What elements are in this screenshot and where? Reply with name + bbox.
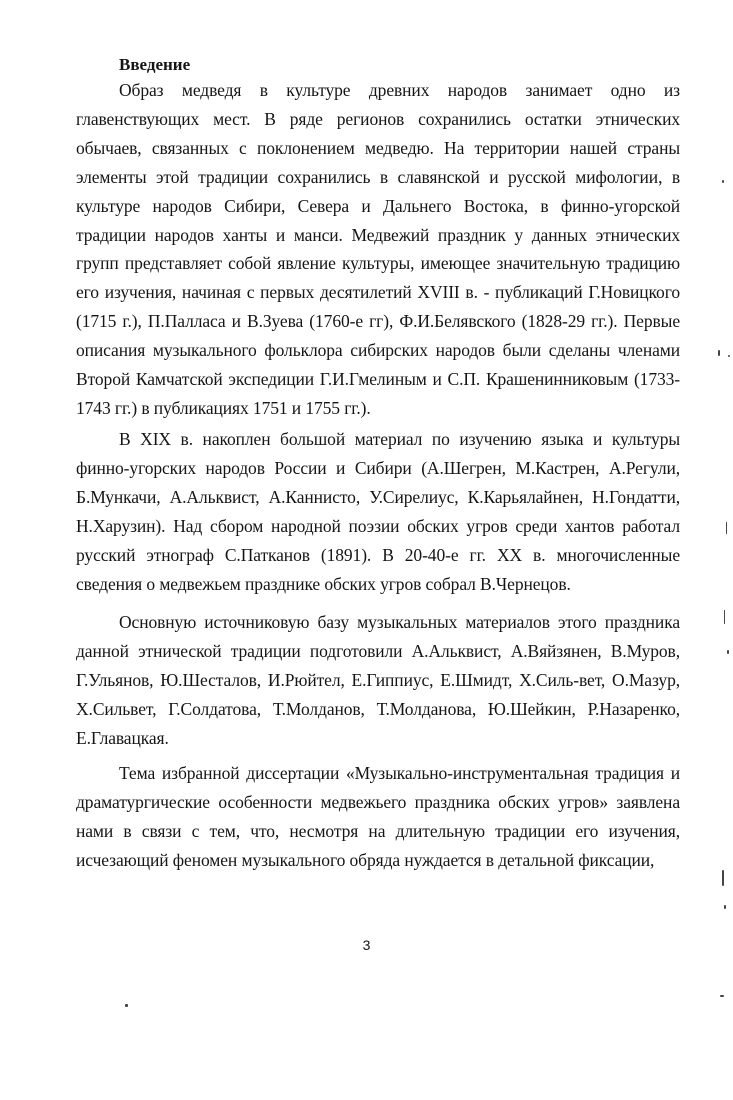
scan-speck: [722, 180, 724, 183]
paragraph-sources: Основную источниковую базу музыкальных материалов этого праздника данной этнической традиции подготовили А.Альквист, А.Вяйзянен, В.Муров, Г.Ульянов, Ю.Шесталов, И.Рюйтел, Е.Гиппиус, Е.Шмидт, Х.Силь-вет, О.Мазур, Х.Сильвет, Г.Солдатова, Т.Молданов, Т.Молданова, Ю.Шейкин, Р.Назаренко, Е.Главацкая.: [76, 612, 680, 748]
scan-speck: [724, 610, 725, 624]
scan-speck: [727, 650, 729, 654]
paragraph-topic: Тема избранной диссертации «Музыкально-инструментальная традиция и драматургические особенности медвежьего праздника обских угров» заявлена нами в связи с тем, что, несмотря на длительную традиции его изучения, исчезающий феномен музыкального обряда нуждается в детальной фиксации,: [76, 763, 680, 870]
scan-speck: [720, 995, 724, 997]
scan-speck: [726, 522, 727, 534]
scan-speck: [728, 355, 730, 357]
page-number: 3: [362, 937, 371, 953]
scan-speck: [722, 870, 724, 886]
scan-speck: [718, 350, 720, 356]
paragraph-19th-century: В XIX в. накоплен большой материал по изучению языка и культуры финно-угорских народов России и Сибири (А.Шегрен, М.Кастрен, А.Регули, Б.Мункачи, А.Альквист, А.Каннисто, У.Сирелиус, К.Карьялайнен, Н.Гондатти, Н.Харузин). Над сбором народной поэзии обских угров среди хантов работал русский этнограф С.Патканов (1891). В 20-40-е гг. XX в. многочисленные сведения о медвежьем празднике обских угров собрал В.Чернецов.: [76, 429, 680, 594]
section-heading: Введение: [119, 55, 191, 74]
scan-speck: [125, 1004, 128, 1007]
paragraph-intro: Образ медведя в культуре древних народов занимает одно из главенствующих мест. В ряде регионов сохранились остатки этнических обычаев, связанных с поклонением медведю. На территории нашей страны элементы этой традиции сохранились в славянской и русской мифологии, в культуре народов Сибири, Севера и Дальнего Востока, в финно-угорской традиции народов ханты и манси. Медвежий праздник у данных этнических групп представляет собой явление культуры, имеющее значительную традицию его изучения, начиная с первых десятилетий XVIII в. - публикаций Г.Новицкого (1715 г.), П.Палласа и В.Зуева (1760-е гг), Ф.И.Белявского (1828-29 гг.). Первые описания музыкального фольклора сибирских народов были сделаны членами Второй Камчатской экспедиции Г.И.Гмелиным и С.П. Крашенинниковым (1733-1743 гг.) в публикациях 1751 и 1755 гг.).: [76, 80, 680, 418]
scan-speck: [724, 905, 726, 909]
